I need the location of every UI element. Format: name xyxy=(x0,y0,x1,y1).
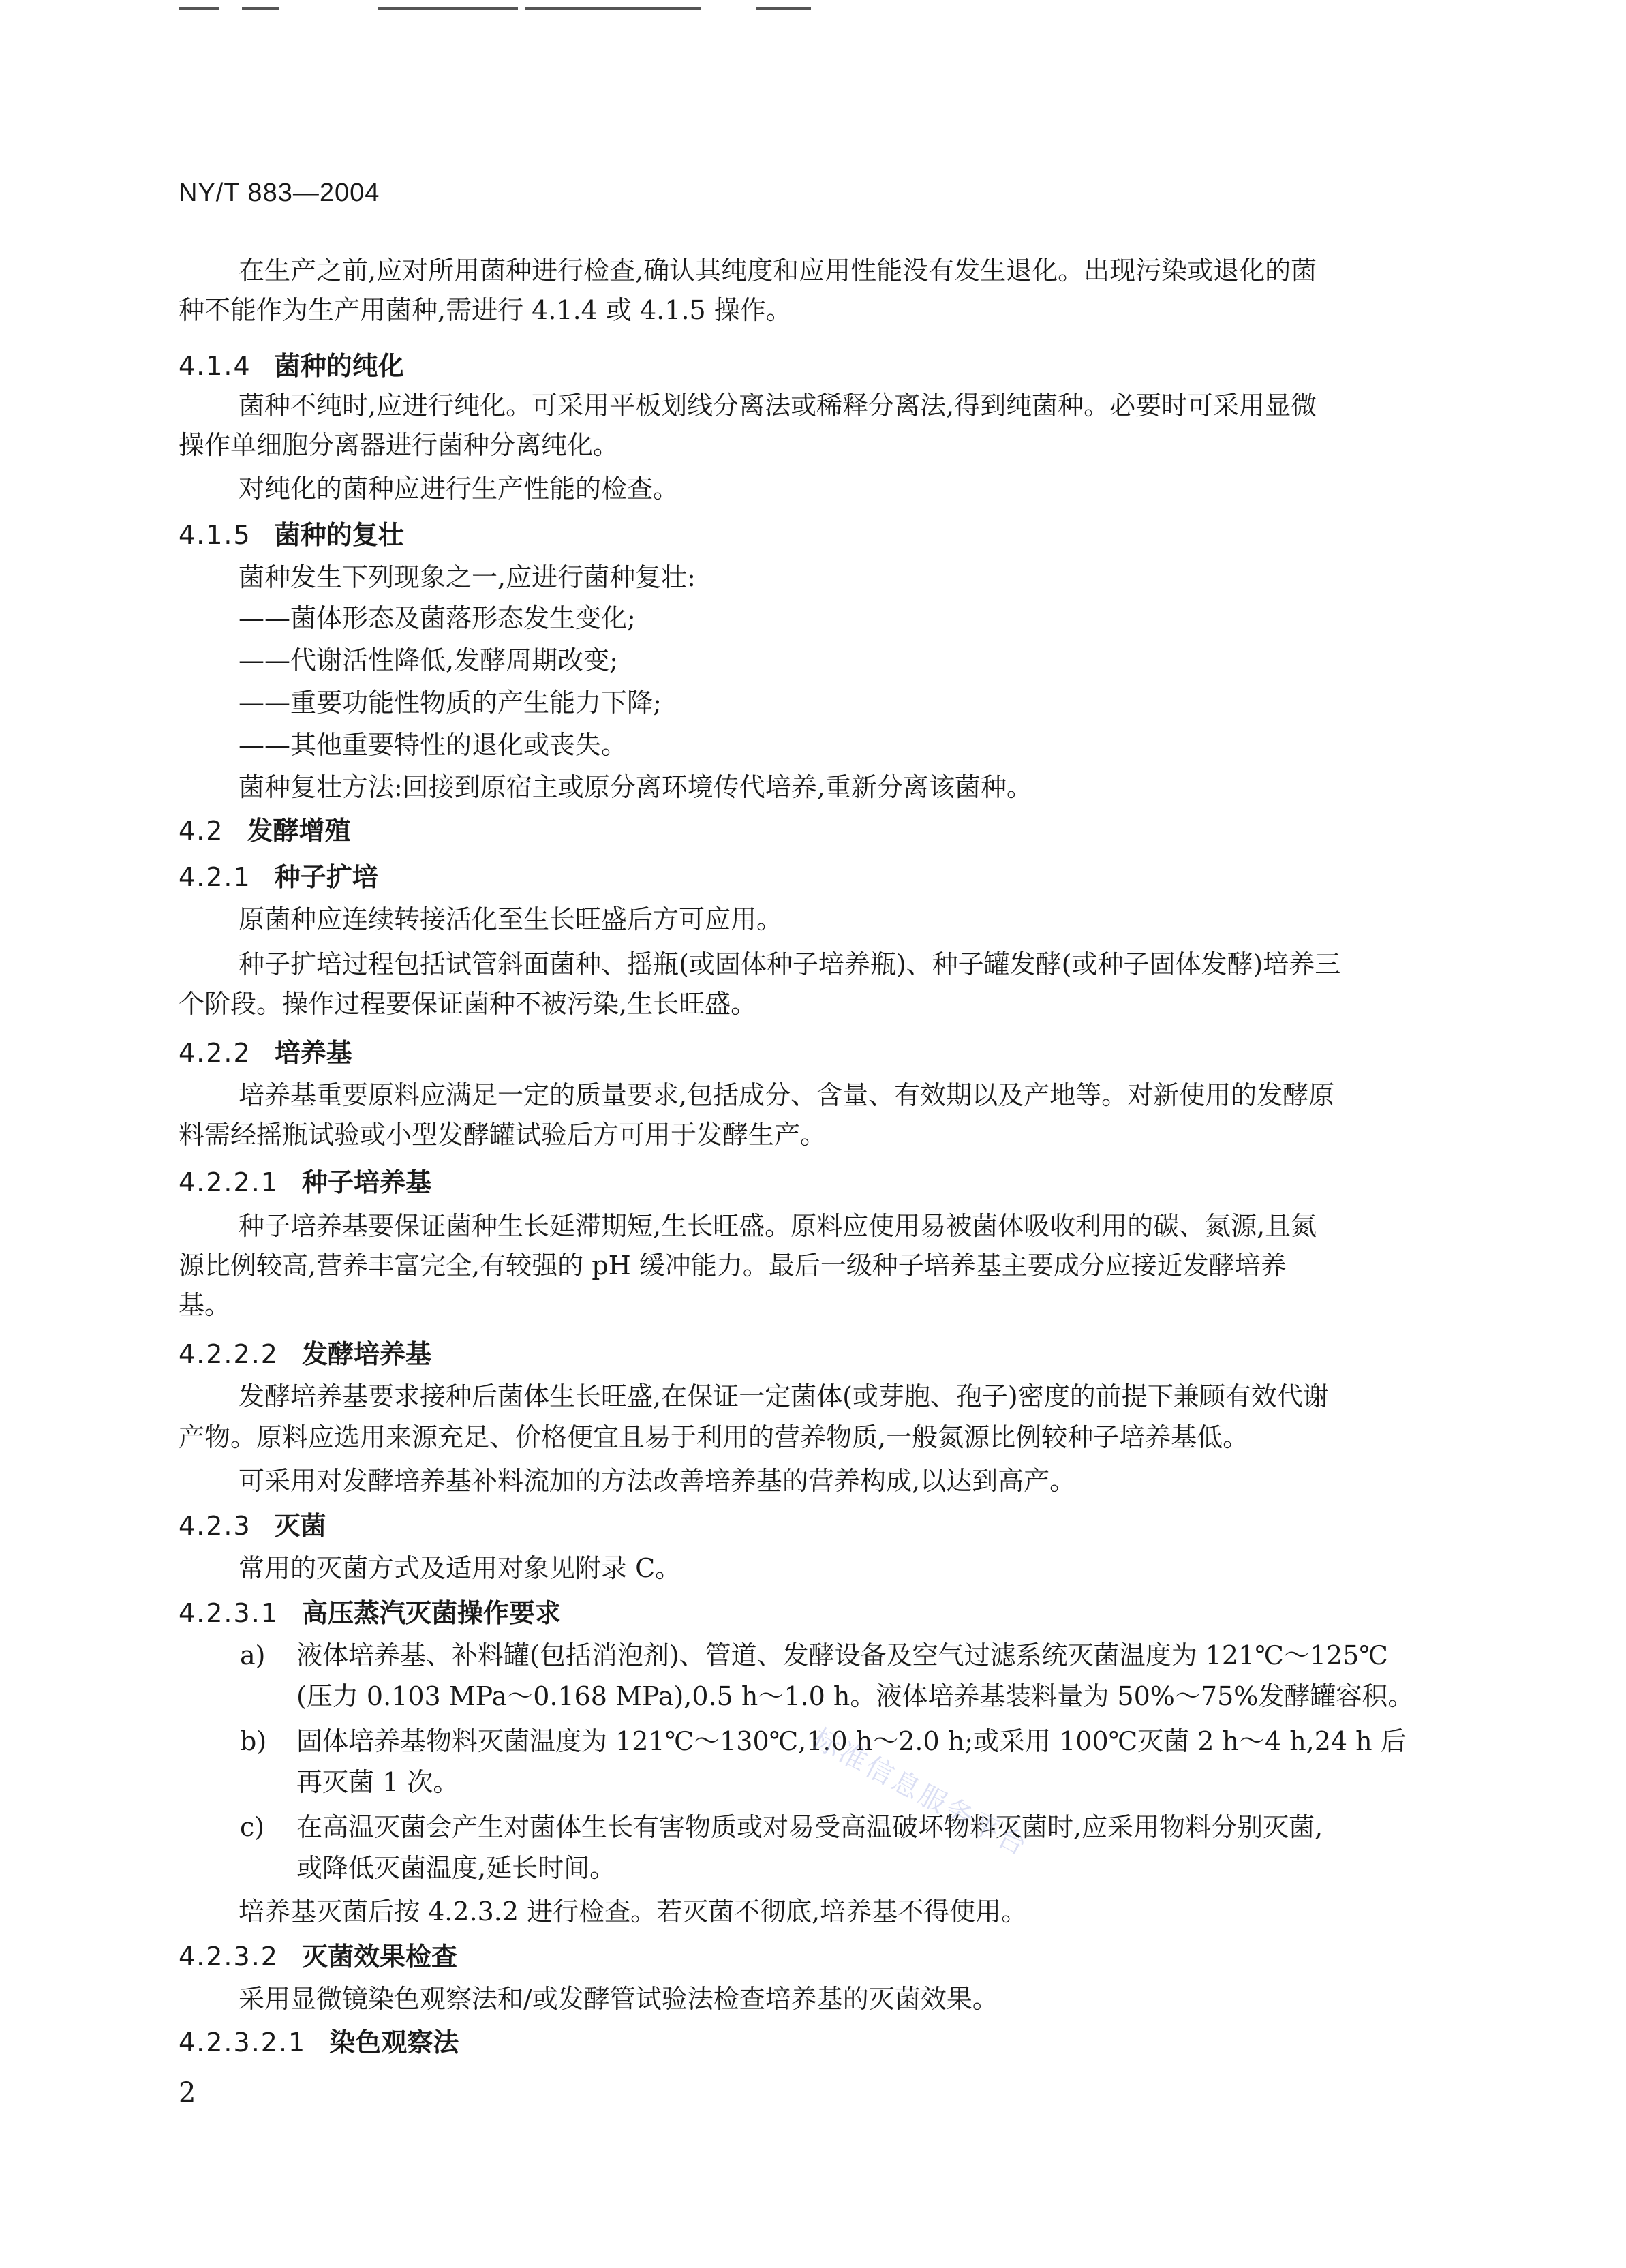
section-heading-4-2-2: 4.2.2 培养基 xyxy=(179,1038,352,1068)
paragraph-continuation: 个阶段。操作过程要保证菌种不被污染,生长旺盛。 xyxy=(179,989,757,1019)
top-rule-2 xyxy=(242,7,279,10)
section-heading-4-2-3-1: 4.2.3.1 高压蒸汽灭菌操作要求 xyxy=(179,1598,561,1628)
top-rule-4 xyxy=(525,7,701,10)
list-label-c: c) xyxy=(240,1812,265,1842)
section-heading-4-2-2-2: 4.2.2.2 发酵培养基 xyxy=(179,1339,431,1369)
top-rule-1 xyxy=(179,7,219,10)
dash-item: ——代谢活性降低,发酵周期改变; xyxy=(239,645,618,675)
paragraph: 种子扩培过程包括试管斜面菌种、摇瓶(或固体种子培养瓶)、种子罐发酵(或种子固体发酵)培养三 xyxy=(239,949,1341,979)
list-item-a-continuation: (压力 0.103 MPa～0.168 MPa),0.5 h～1.0 h。液体培养基装料量为 50%～75%发酵罐容积。 xyxy=(296,1681,1414,1711)
paragraph: 种子培养基要保证菌种生长延滞期短,生长旺盛。原料应使用易被菌体吸收利用的碳、氮源,且氮 xyxy=(239,1211,1317,1241)
paragraph: 采用显微镜染色观察法和/或发酵管试验法检查培养基的灭菌效果。 xyxy=(239,1984,998,2014)
page-number: 2 xyxy=(179,2077,196,2109)
paragraph: 在生产之前,应对所用菌种进行检查,确认其纯度和应用性能没有发生退化。出现污染或退化的菌 xyxy=(239,256,1317,286)
dash-item: ——重要功能性物质的产生能力下降; xyxy=(239,688,662,718)
list-item-c: 在高温灭菌会产生对菌体生长有害物质或对易受高温破坏物料灭菌时,应采用物料分别灭菌, xyxy=(296,1812,1323,1842)
section-heading-4-2-2-1: 4.2.2.1 种子培养基 xyxy=(179,1167,431,1197)
paragraph: 原菌种应连续转接活化至生长旺盛后方可应用。 xyxy=(239,904,783,934)
paragraph: 培养基灭菌后按 4.2.3.2 进行检查。若灭菌不彻底,培养基不得使用。 xyxy=(239,1897,1028,1927)
paragraph-continuation: 产物。原料应选用来源充足、价格便宜且易于利用的营养物质,一般氮源比例较种子培养基低。 xyxy=(179,1422,1249,1452)
paragraph-continuation: 料需经摇瓶试验或小型发酵罐试验后方可用于发酵生产。 xyxy=(179,1120,827,1150)
paragraph: 常用的灭菌方式及适用对象见附录 C。 xyxy=(239,1553,681,1583)
section-heading-4-2-3-2-1: 4.2.3.2.1 染色观察法 xyxy=(179,2027,459,2057)
top-rule-3 xyxy=(378,7,518,10)
paragraph: 可采用对发酵培养基补料流加的方法改善培养基的营养构成,以达到高产。 xyxy=(239,1466,1076,1496)
paragraph: 对纯化的菌种应进行生产性能的检查。 xyxy=(239,474,679,504)
paragraph-continuation: 种不能作为生产用菌种,需进行 4.1.4 或 4.1.5 操作。 xyxy=(179,295,792,325)
top-rule-5 xyxy=(756,7,811,10)
standard-code: NY/T 883—2004 xyxy=(179,179,380,207)
section-heading-4-2-1: 4.2.1 种子扩培 xyxy=(179,862,378,892)
paragraph: 培养基重要原料应满足一定的质量要求,包括成分、含量、有效期以及产地等。对新使用的发酵原 xyxy=(239,1080,1335,1110)
list-label-b: b) xyxy=(240,1726,267,1756)
paragraph: 菌种发生下列现象之一,应进行菌种复壮: xyxy=(239,562,696,592)
section-heading-4-1-4: 4.1.4 菌种的纯化 xyxy=(179,351,404,381)
section-heading-4-2-3-2: 4.2.3.2 灭菌效果检查 xyxy=(179,1942,457,1972)
dash-item: ——其他重要特性的退化或丧失。 xyxy=(239,730,628,760)
section-heading-4-1-5: 4.1.5 菌种的复壮 xyxy=(179,520,404,550)
list-item-b: 固体培养基物料灭菌温度为 121℃～130℃,1.0 h～2.0 h;或采用 100℃灭菌 2 h～4 h,24 h 后 xyxy=(296,1726,1407,1756)
list-label-a: a) xyxy=(240,1640,266,1670)
paragraph: 发酵培养基要求接种后菌体生长旺盛,在保证一定菌体(或芽胞、孢子)密度的前提下兼顾有效代谢 xyxy=(239,1381,1329,1411)
dash-item: ——菌体形态及菌落形态发生变化; xyxy=(239,603,636,633)
list-item-a: 液体培养基、补料罐(包括消泡剂)、管道、发酵设备及空气过滤系统灭菌温度为 121℃～125℃ xyxy=(296,1640,1388,1670)
paragraph: 菌种不纯时,应进行纯化。可采用平板划线分离法或稀释分离法,得到纯菌种。必要时可采用显微 xyxy=(239,390,1317,420)
paragraph-continuation: 基。 xyxy=(179,1290,231,1320)
paragraph-continuation: 源比例较高,营养丰富完全,有较强的 pH 缓冲能力。最后一级种子培养基主要成分应接近发酵培养 xyxy=(179,1251,1287,1281)
paragraph-continuation: 操作单细胞分离器进行菌种分离纯化。 xyxy=(179,430,619,460)
section-heading-4-2: 4.2 发酵增殖 xyxy=(179,816,351,846)
list-item-c-continuation: 或降低灭菌温度,延长时间。 xyxy=(296,1853,616,1883)
section-heading-4-2-3: 4.2.3 灭菌 xyxy=(179,1511,326,1541)
watermark-text: 标准信息服务平台 xyxy=(807,1722,1034,1863)
list-item-b-continuation: 再灭菌 1 次。 xyxy=(296,1767,459,1797)
paragraph: 菌种复壮方法:回接到原宿主或原分离环境传代培养,重新分离该菌种。 xyxy=(239,772,1032,802)
